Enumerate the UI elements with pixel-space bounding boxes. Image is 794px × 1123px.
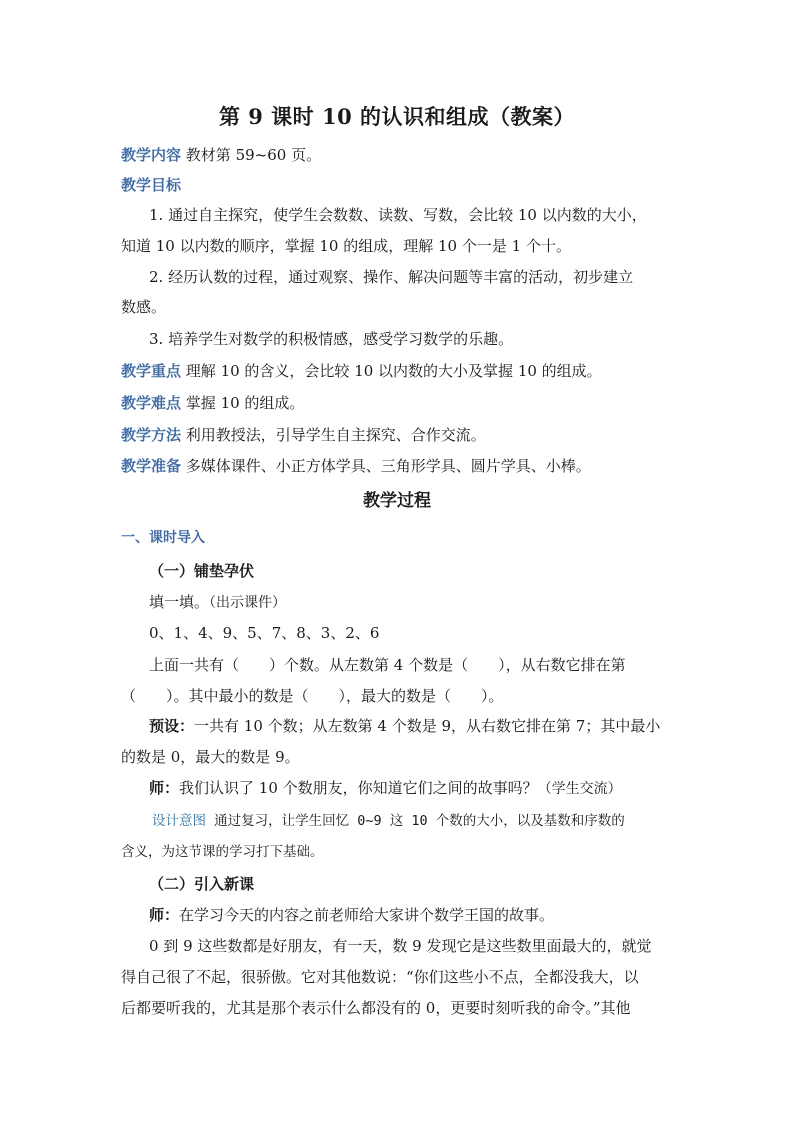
teacher-2-label: 师： bbox=[149, 906, 180, 924]
teacher-line-1 bbox=[149, 778, 622, 799]
design-intent-line-1 bbox=[152, 811, 625, 831]
preset-label: 预设： bbox=[149, 717, 195, 735]
goal-1-line-2: 知道 10 以内数的顺序，掌握 10 的组成，理解 10 个一是 1 个十。 bbox=[121, 237, 571, 255]
teaching-key-row bbox=[121, 361, 602, 381]
teaching-method-row bbox=[121, 425, 486, 445]
goal-2-line-1: 2. 经历认数的过程，通过观察、操作、解决问题等丰富的活动，初步建立 bbox=[149, 268, 634, 286]
teaching-prep-row bbox=[121, 456, 591, 476]
story-line-1: 0 到 9 这些数都是好朋友，有一天，数 9 发现它是这些数里面最大的，就觉 bbox=[149, 937, 652, 955]
story-line-2: 得自己很了不起，很骄傲。它对其他数说：“你们这些小不点，全都没我大，以 bbox=[121, 968, 639, 986]
preset-line-2: 的数是 0，最大的数是 9。 bbox=[121, 748, 300, 766]
design-intent-label: 设计意图 bbox=[152, 813, 206, 829]
teaching-difficulty-row bbox=[121, 393, 304, 413]
design-intent-text-1: 通过复习，让学生回忆 0~9 这 10 个数的大小，以及基数和序数的 bbox=[214, 813, 625, 829]
design-intent-line-2: 含义，为这节课的学习打下基础。 bbox=[121, 844, 324, 860]
page-title: 第 9 课时 10 的认识和组成（教案） bbox=[218, 104, 576, 129]
teaching-key-text: 理解 10 的含义，会比较 10 以内数的大小及掌握 10 的组成。 bbox=[185, 362, 602, 380]
teacher-note: （学生交流） bbox=[537, 781, 622, 797]
fill-in-text: 填一填。 bbox=[149, 593, 210, 611]
preset-text-1: 一共有 10 个数；从左数第 4 个数是 9，从右数它排在第 7；其中最小 bbox=[194, 717, 661, 735]
number-sequence: 0、1、4、9、5、7、8、3、2、6 bbox=[149, 624, 380, 642]
goal-2-line-2: 数感。 bbox=[121, 298, 167, 316]
teaching-prep-text: 多媒体课件、小正方体学具、三角形学具、圆片学具、小棒。 bbox=[185, 457, 591, 475]
preset-line-1 bbox=[149, 716, 660, 736]
teaching-method-label: 教学方法 bbox=[121, 426, 182, 444]
teaching-difficulty-text: 掌握 10 的组成。 bbox=[185, 394, 305, 412]
fill-in-prompt bbox=[149, 592, 286, 613]
teaching-content-row bbox=[121, 145, 321, 165]
process-heading: 教学过程 bbox=[363, 491, 431, 511]
teaching-prep-label: 教学准备 bbox=[121, 457, 182, 475]
story-line-3: 后都要听我的，尤其是那个表示什么都没有的 0，更要时刻听我的命令。”其他 bbox=[121, 999, 631, 1017]
teaching-goals-row bbox=[121, 175, 181, 195]
teaching-content-label: 教学内容 bbox=[121, 146, 182, 164]
teaching-method-text: 利用教授法，引导学生自主探究、合作交流。 bbox=[185, 426, 486, 444]
teacher-label: 师： bbox=[149, 779, 180, 797]
teaching-difficulty-label: 教学难点 bbox=[121, 394, 182, 412]
teacher-2-text: 在学习今天的内容之前老师给大家讲个数学王国的故事。 bbox=[179, 906, 555, 924]
teaching-goals-label: 教学目标 bbox=[121, 176, 182, 194]
teacher-text-1: 我们认识了 10 个数朋友，你知道它们之间的故事吗？ bbox=[179, 779, 538, 797]
teaching-key-label: 教学重点 bbox=[121, 362, 182, 380]
goal-1-line-1: 1. 通过自主探究，使学生会数数、读数、写数，会比较 10 以内数的大小， bbox=[149, 206, 647, 224]
teaching-content-text: 教材第 59~60 页。 bbox=[185, 146, 322, 164]
section-1-heading: 一、课时导入 bbox=[121, 530, 205, 546]
teacher-line-2 bbox=[149, 905, 554, 925]
subsection-1-heading: （一）铺垫孕伏 bbox=[149, 562, 255, 580]
question-line-1: 上面一共有（ ）个数。从左数第 4 个数是（ ），从右数它排在第 bbox=[149, 656, 626, 674]
question-line-2: （ ）。其中最小的数是（ ），最大的数是（ ）。 bbox=[121, 687, 504, 705]
fill-in-note: （出示课件） bbox=[209, 595, 287, 611]
goal-3: 3. 培养学生对数学的积极情感，感受学习数学的乐趣。 bbox=[149, 330, 514, 348]
subsection-2-heading: （二）引入新课 bbox=[149, 875, 255, 893]
